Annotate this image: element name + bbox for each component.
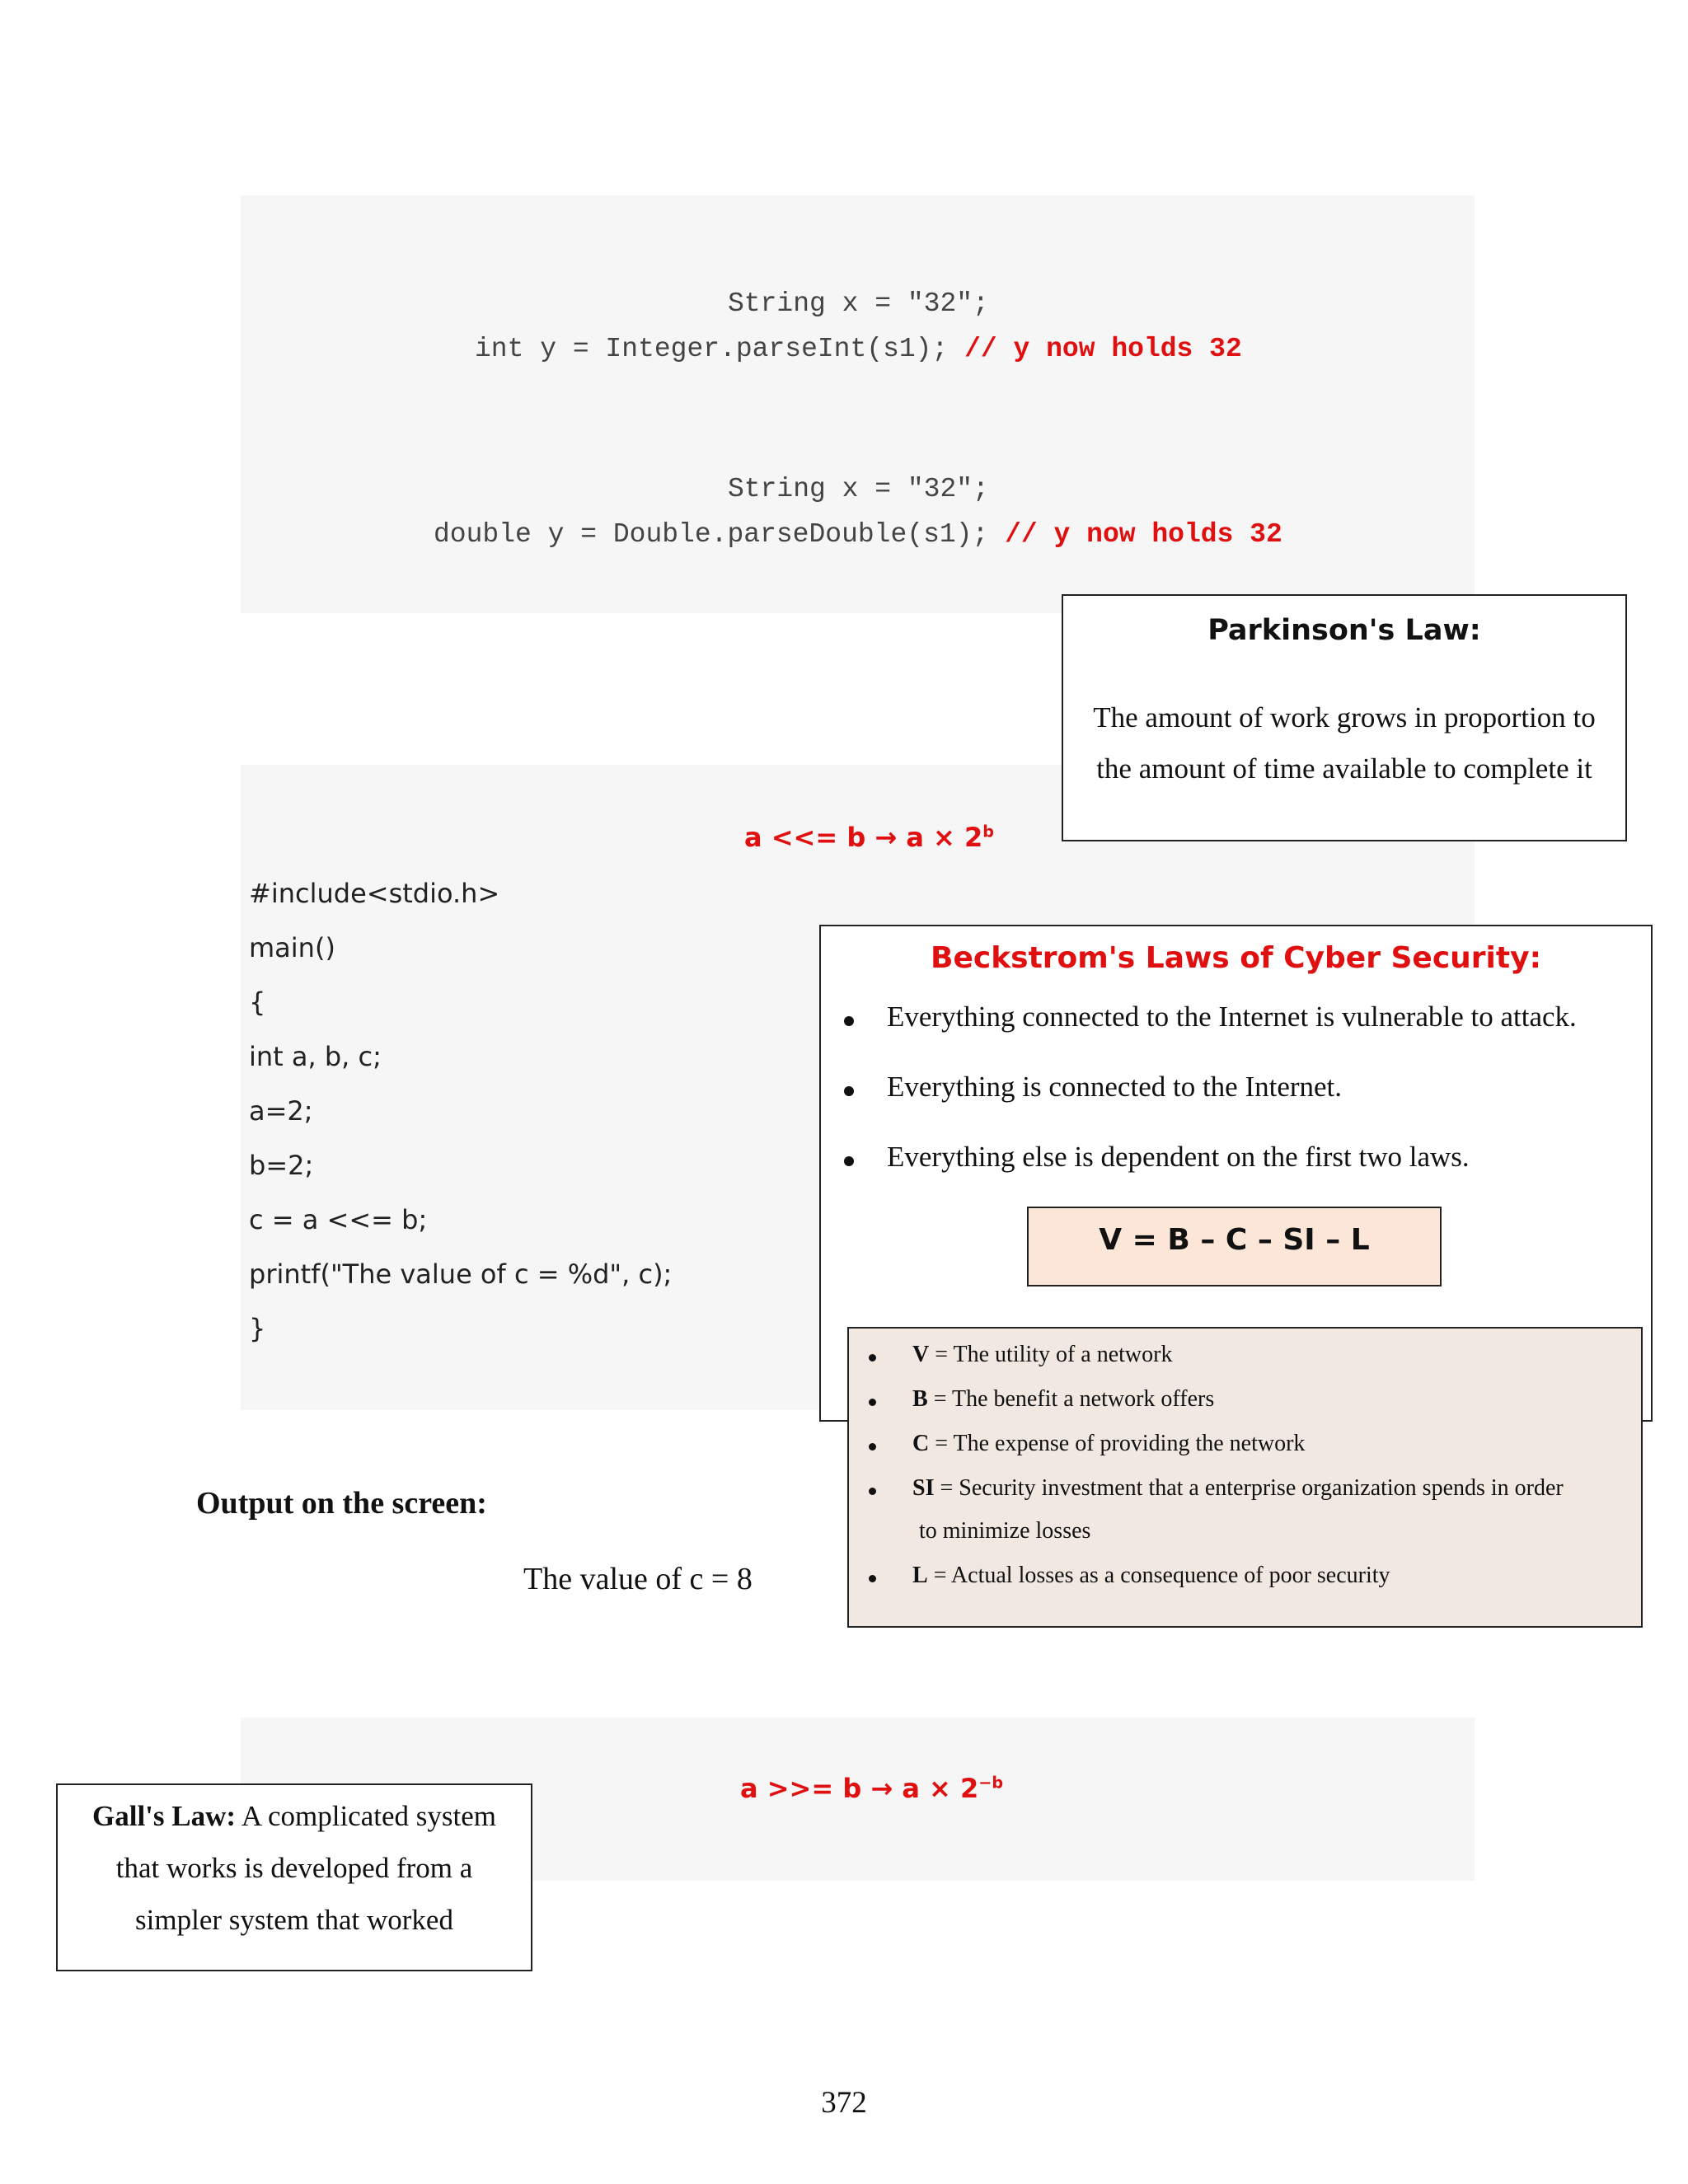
bullet-icon xyxy=(844,1086,854,1096)
code-line: printf("The value of c = %d", c); xyxy=(249,1258,673,1290)
code-block-java xyxy=(241,195,1475,613)
parkinsons-law-title: Parkinson's Law: xyxy=(1207,614,1481,647)
code-line: #include<stdio.h> xyxy=(249,878,500,909)
galls-law-title: Gall's Law: xyxy=(92,1800,237,1832)
bullet-icon xyxy=(844,1016,854,1026)
code-line: a=2; xyxy=(249,1095,313,1127)
bullet-icon xyxy=(869,1354,876,1361)
galls-law-text: simpler system that worked xyxy=(135,1904,453,1936)
galls-law-text: that works is developed from a xyxy=(115,1852,473,1884)
output-heading: Output on the screen: xyxy=(196,1486,487,1521)
law-item: Everything is connected to the Internet. xyxy=(844,1071,1342,1104)
law-item: Everything connected to the Internet is vulnerable to attack. xyxy=(844,1001,1577,1033)
definition-item: SI = Security investment that a enterprise organization spends in order xyxy=(869,1475,1564,1502)
definition-item: L = Actual losses as a consequence of poor security xyxy=(869,1563,1390,1589)
beckstrom-title: Beckstrom's Laws of Cyber Security: xyxy=(931,941,1541,975)
code-line: int y = Integer.parseInt(s1); // y now holds 32 xyxy=(475,334,1242,364)
page-number: 372 xyxy=(821,2086,867,2120)
galls-law-box xyxy=(56,1783,532,1971)
parkinsons-law-text: The amount of work grows in proportion to xyxy=(1093,701,1596,733)
definition-item: B = The benefit a network offers xyxy=(869,1386,1214,1413)
code-line: { xyxy=(249,987,266,1018)
code-line: double y = Double.parseDouble(s1); // y now holds 32 xyxy=(434,519,1282,550)
code-line: int a, b, c; xyxy=(249,1041,382,1072)
bullet-icon xyxy=(844,1156,854,1166)
equation-definitions-box xyxy=(847,1327,1643,1628)
shift-right-formula: a >>= $b \to a \times 2^{-b}$ xyxy=(740,1773,1004,1804)
code-comment: // y now holds 32 xyxy=(1005,519,1282,550)
utility-equation: V = B – C – SI – L xyxy=(1027,1207,1442,1286)
code-line: String x = "32"; xyxy=(728,474,989,504)
parkinsons-law-text: the amount of time available to complete it xyxy=(1096,752,1592,785)
shift-left-formula: a <<= $b \to a \times 2^b$ xyxy=(744,822,995,853)
galls-law-text: Gall's Law: A complicated system xyxy=(92,1800,496,1832)
bullet-icon xyxy=(869,1575,876,1582)
bullet-icon xyxy=(869,1488,876,1495)
parkinsons-law-box xyxy=(1062,594,1627,841)
law-item: Everything else is dependent on the first two laws. xyxy=(844,1141,1470,1174)
definition-item: C = The expense of providing the network xyxy=(869,1431,1305,1457)
code-line: } xyxy=(249,1313,266,1344)
code-line: b=2; xyxy=(249,1150,314,1181)
bullet-icon xyxy=(869,1443,876,1451)
output-value: The value of c = 8 xyxy=(523,1562,753,1596)
bullet-icon xyxy=(869,1399,876,1406)
definition-item: V = The utility of a network xyxy=(869,1342,1172,1368)
definition-continuation: to minimize losses xyxy=(919,1518,1091,1544)
code-comment: // y now holds 32 xyxy=(964,334,1242,364)
code-line: String x = "32"; xyxy=(728,288,989,319)
code-line: main() xyxy=(249,932,335,963)
code-line: c = a <<= b; xyxy=(249,1204,428,1235)
